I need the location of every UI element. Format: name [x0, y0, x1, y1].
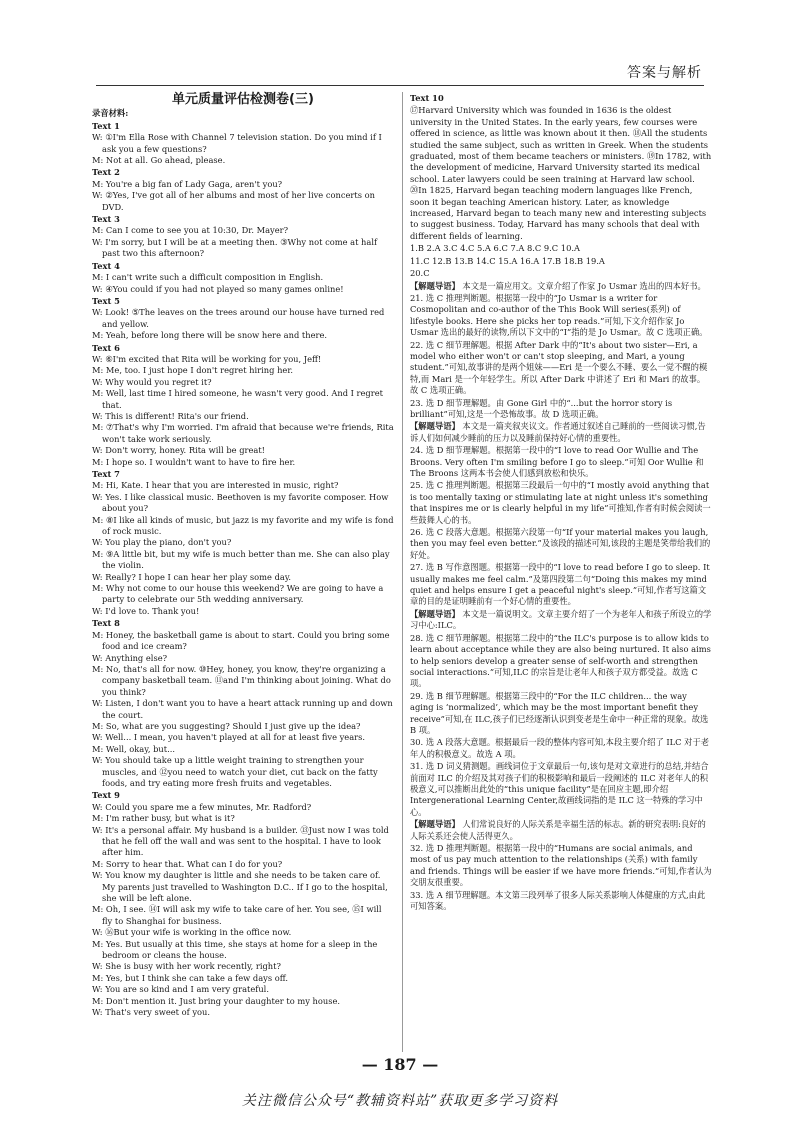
guide-text: 本文是一篇说明文。文章主要介绍了一个为老年人和孩子所设立的学习中心:ILC。 — [410, 608, 712, 631]
dialogue-line: M: Why not come to our house this weekend? We are going to have a party to celebrate our 5th wedding anniversary. — [92, 583, 384, 605]
explanation-item: 29. 选 B 细节理解题。根据第三段中的“For the ILC children... the way aging is ‘normalized’, which may be the most important benefit they receive”可知,在 ILC,孩子们已经逐渐认识到变老是生命中一种正常的现象。故选 B 项。 — [410, 690, 709, 735]
dialogue-line: W: You are so kind and I am very grateful. — [92, 984, 269, 995]
answer-row: 20.C — [410, 268, 430, 279]
dialogue-line: M: Yes. But usually at this time, she stays at home for a sleep in the bedroom or cleans the house. — [92, 938, 378, 961]
guide-tag: 【解题导语】 — [410, 819, 460, 830]
dialogue-line: M: You're a big fan of Lady Gaga, aren't you? — [92, 178, 283, 189]
dialogue-line: W: This is different! Rita's our friend. — [92, 410, 249, 421]
answer-row: 1.B 2.A 3.C 4.C 5.A 6.C 7.A 8.C 9.C 10.A — [410, 243, 580, 254]
dialogue-line: M: Oh, I see. ⑭I will ask my wife to take care of her. You see, ⑮I will fly to Shanghai for business. — [92, 904, 382, 926]
text-heading: Text 4 — [92, 260, 120, 271]
explanation-item: 28. 选 C 细节理解题。根据第二段中的“the ILC's purpose is to allow kids to learn about acceptance while they are also being nurtured. It also aims to help seniors develop a greater sense of self-worth and strengthen social interactions.”可知,ILC 的宗旨是让老年人和孩子双方都受益。故选 C 项。 — [410, 632, 711, 689]
explanation-item: 27. 选 B 写作意图题。根据第一段中的“I love to read before I go to sleep. It usually makes me feel calm.”及第四段第二句“Doing this makes my mind quiet and helps ensure I get a peaceful night's sleep.”可知,作者写这篇文章的目的是证明睡前有一个好心情的重要性。 — [410, 562, 710, 607]
column-divider — [402, 92, 403, 1052]
guide-paragraph — [410, 421, 712, 444]
guide-text: 本文是一篇应用文。文章介绍了作家 Jo Usmar 选出的四本好书。 — [459, 280, 706, 291]
explanation-item: 31. 选 D 词义猜测题。画线词位于文章最后一句,该句是对文章进行的总结,并结合前面对 ILC 的介绍及其对孩子们的积极影响和最后一段阐述的 ILC 对老年人的积极意义,可以推断出此处的“this unique facility”是在回应主题,即介绍 Intergenerational Learning Center,故画线词指的是 ILC 这一特殊的学习中心。 — [410, 761, 709, 817]
paper-title: 单元质量评估检测卷(三) — [172, 92, 314, 107]
text-heading: Text 1 — [92, 120, 120, 131]
guide-tag: 【解题导语】 — [410, 421, 460, 432]
page-number: — 187 — — [361, 1055, 439, 1074]
dialogue-line: M: Hi, Kate. I hear that you are interested in music, right? — [92, 480, 339, 491]
dialogue-line: W: You should take up a little weight training to strengthen your muscles, and ⑫you need to watch your diet, cut back on the fatty foods, and try eating more fresh fruits and vegetables. — [92, 755, 378, 788]
dialogue-line: M: Don't mention it. Just bring your daughter to my house. — [92, 995, 341, 1006]
guide-tag: 【解题导语】 — [410, 280, 460, 291]
explanation-item: 24. 选 D 细节理解题。根据第一段中的“I love to read Oor Wullie and The Broons. Very often I'm smiling before I go to sleep.”可知 Oor Wullie 和 The Broons 这两本书会使人们感到放松和快乐。 — [410, 445, 704, 478]
text-heading: Text 2 — [92, 167, 120, 178]
explanation-item: 26. 选 C 段落大意题。根据第六段第一句“If your material makes you laugh, then you may feel even better.”及该段的描述可知,该段的主题是笑带给我们的好处。 — [410, 527, 711, 560]
text-heading: Text 8 — [92, 618, 120, 629]
dialogue-line: M: Sorry to hear that. What can I do for you? — [92, 858, 283, 869]
answer-row: 11.C 12.B 13.B 14.C 15.A 16.A 17.B 18.B 19.A — [410, 255, 605, 266]
left-column — [92, 92, 394, 1019]
explanation-item: 30. 选 A 段落大意题。根据最后一段的整体内容可知,本段主要介绍了 ILC 对于老年人的积极意义。故选 A 项。 — [410, 737, 710, 759]
dialogue-line: W: Yes. I like classical music. Beethoven is my favorite composer. How about you? — [92, 491, 389, 514]
dialogue-line: W: Listen, I don't want you to have a heart attack running up and down the court. — [92, 698, 393, 720]
text-heading: Text 7 — [92, 469, 120, 479]
explanation-item: 21. 选 C 推理判断题。根据第一段中的“Jo Usmar is a writer for Cosmopolitan and co-author of the This Book Will series(系列) of lifestyle books. Here she picks her top reads.”可知,下文介绍作家 Jo Usmar 选出的最好的读物,所以下文中的“I”指的是 Jo Usmar。故 C 选项正确。 — [410, 292, 708, 338]
text-heading: Text 5 — [92, 295, 120, 306]
explanation-item: 33. 选 A 细节理解题。本文第三段列举了很多人际关系影响人体健康的方式,由此可知答案。 — [410, 889, 706, 912]
dialogue-line: W: ⑯But your wife is working in the office now. — [92, 927, 292, 938]
guide-text: 本文是一篇夹叙夹议文。作者通过叙述自己睡前的一些阅读习惯,告诉人们如何减少睡前的压力以及睡前保持好心情的重要性。 — [410, 421, 706, 443]
text-heading: Text 9 — [92, 790, 120, 801]
dialogue-line: M: Not at all. Go ahead, please. — [92, 155, 226, 166]
dialogue-line: W: Anything else? — [92, 652, 168, 663]
dialogue-line: M: Yeah, before long there will be snow here and there. — [92, 330, 328, 341]
text10-body: ⑰Harvard University which was founded in 1636 is the oldest university in the United States. In the early years, few courses were offered in science, as little was known about it then. ⑱All the students studied the same subject, such as written in Greek. When the students graduated, most of them became teachers or ministers. ⑲In 1782, with the development of medicine, Harvard University started its medical school. Later lawyers could be seen training at Harvard law school. ⑳In 1825, Harvard began teaching modern languages like French, soon it began teaching American history. Later, as knowledge increased, Harvard began to teach many new and interesting subjects to suggest business. Today, Harvard has many schools that deal with different fields of learning. — [410, 105, 712, 241]
dialogue-line: M: Can I come to see you at 10:30, Dr. Mayer? — [92, 225, 289, 236]
dialogue-line: M: ⑦That's why I'm worried. I'm afraid that because we're friends, Rita won't take work seriously. — [92, 422, 394, 444]
dialogue-line: M: Yes, but I think she can take a few days off. — [92, 972, 288, 983]
dialogue-line: W: I'd love to. Thank you! — [92, 605, 200, 616]
dialogue-line: W: Why would you regret it? — [92, 376, 212, 387]
header-rule — [96, 85, 704, 86]
explanation-item: 25. 选 C 推理判断题。根据第三段最后一句中的“I mostly avoid anything that is too mentally taxing or stimulating late at night unless it's something that inspires me or is clearly helpful in my life”可推知,作者有时候会阅读一些鼓舞人心的书。 — [410, 480, 711, 525]
right-column — [410, 92, 712, 913]
explanation-item: 22. 选 C 细节理解题。根据 After Dark 中的“It's about two sister—Eri, a model who either won't or can't stop sleeping, and Mari, a young student.”可知,故事讲的是两个姐妹——Eri 是一个要么不睡、要么一觉不醒的模特,而 Mari 是一个年轻学生。所以 After Dark 中讲述了 Eri 和 Mari 的故事。故 C 选项正确。 — [410, 339, 708, 396]
explanation-list — [410, 281, 712, 913]
dialogue-line: W: Could you spare me a few minutes, Mr. Radford? — [92, 801, 312, 812]
text-heading: Text 3 — [92, 214, 120, 225]
transcript-list — [92, 121, 394, 1019]
dialogue-line: M: Well, last time I hired someone, he wasn't very good. And I regret that. — [92, 388, 383, 410]
text-heading: Text 6 — [92, 342, 120, 353]
explanation-item: 32. 选 D 推理判断题。根据第一段中的“Humans are social animals, and most of us pay much attention to the relationships (关系) with family and friends. Things will be easier if we have more friends.”可知,作者认为交朋友很重要。 — [410, 843, 712, 888]
transcript-label: 录音材料: — [92, 108, 129, 119]
dialogue-line: M: ⑧I like all kinds of music, but jazz is my favorite and my wife is fond of rock music. — [92, 514, 394, 537]
dialogue-line: W: You play the piano, don't you? — [92, 537, 232, 548]
dialogue-line: M: I hope so. I wouldn't want to have to fire her. — [92, 456, 296, 467]
dialogue-line: M: No, that's all for now. ⑩Hey, honey, you know, they're organizing a company basketball team. ⑪and I'm thinking about joining. What do you think? — [92, 663, 391, 697]
guide-text: 人们常说良好的人际关系是幸福生活的标志。新的研究表明:良好的人际关系还会使人活得更久。 — [410, 819, 706, 841]
dialogue-line: W: Look! ⑤The leaves on the trees around our house have turned red and yellow. — [92, 307, 385, 329]
dialogue-line: M: I can't write such a difficult composition in English. — [92, 272, 324, 283]
dialogue-line: W: She is busy with her work recently, right? — [92, 961, 281, 972]
guide-tag: 【解题导语】 — [410, 608, 460, 619]
dialogue-line: M: I'm rather busy, but what is it? — [92, 813, 235, 824]
dialogue-line: W: ①I'm Ella Rose with Channel 7 television station. Do you mind if I ask you a few questions? — [92, 132, 382, 154]
dialogue-line: W: ②Yes, I've got all of her albums and most of her live concerts on DVD. — [92, 190, 375, 212]
dialogue-line: W: Well... I mean, you haven't played at all for at least five years. — [92, 732, 366, 743]
dialogue-line: W: I'm sorry, but I will be at a meeting then. ③Why not come at half past two this afternoon? — [92, 236, 378, 259]
guide-paragraph — [410, 609, 712, 632]
dialogue-line: W: That's very sweet of you. — [92, 1007, 210, 1018]
explanation-item: 23. 选 D 细节理解题。由 Gone Girl 中的“...but the horror story is brilliant”可知,这是一个恐怖故事。故 D 选项正确。 — [410, 397, 673, 419]
dialogue-line: M: Honey, the basketball game is about to start. Could you bring some food and ice cream? — [92, 629, 390, 652]
footer-note: 关注微信公众号“教辅资料站”获取更多学习资料 — [241, 1093, 559, 1109]
guide-paragraph — [410, 281, 712, 292]
dialogue-line: W: Really? I hope I can hear her play some day. — [92, 571, 292, 582]
dialogue-line: W: It's a personal affair. My husband is a builder. ⑬Just now I was told that he fell off the wall and was sent to the hospital. I have to look after him. — [92, 824, 389, 858]
dialogue-line: M: So, what are you suggesting? Should I just give up the idea? — [92, 720, 361, 731]
text10-heading: Text 10 — [410, 93, 444, 103]
dialogue-line: M: Well, okay, but... — [92, 743, 176, 754]
dialogue-line: W: You know my daughter is little and she needs to be taken care of. My parents just travelled to Washington D.C.. If I go to the hospital, she will be left alone. — [92, 870, 388, 904]
header-title: 答案与解析 — [627, 65, 702, 81]
guide-paragraph — [410, 819, 712, 842]
dialogue-line: W: ④You could if you had not played so many games online! — [92, 283, 344, 294]
dialogue-line: M: Me, too. I just hope I don't regret hiring her. — [92, 365, 294, 376]
dialogue-line: W: ⑥I'm excited that Rita will be working for you, Jeff! — [92, 353, 322, 364]
answer-key — [410, 243, 712, 279]
dialogue-line: W: Don't worry, honey. Rita will be great! — [92, 445, 266, 456]
dialogue-line: M: ⑨A little bit, but my wife is much better than me. She can also play the violin. — [92, 548, 390, 571]
